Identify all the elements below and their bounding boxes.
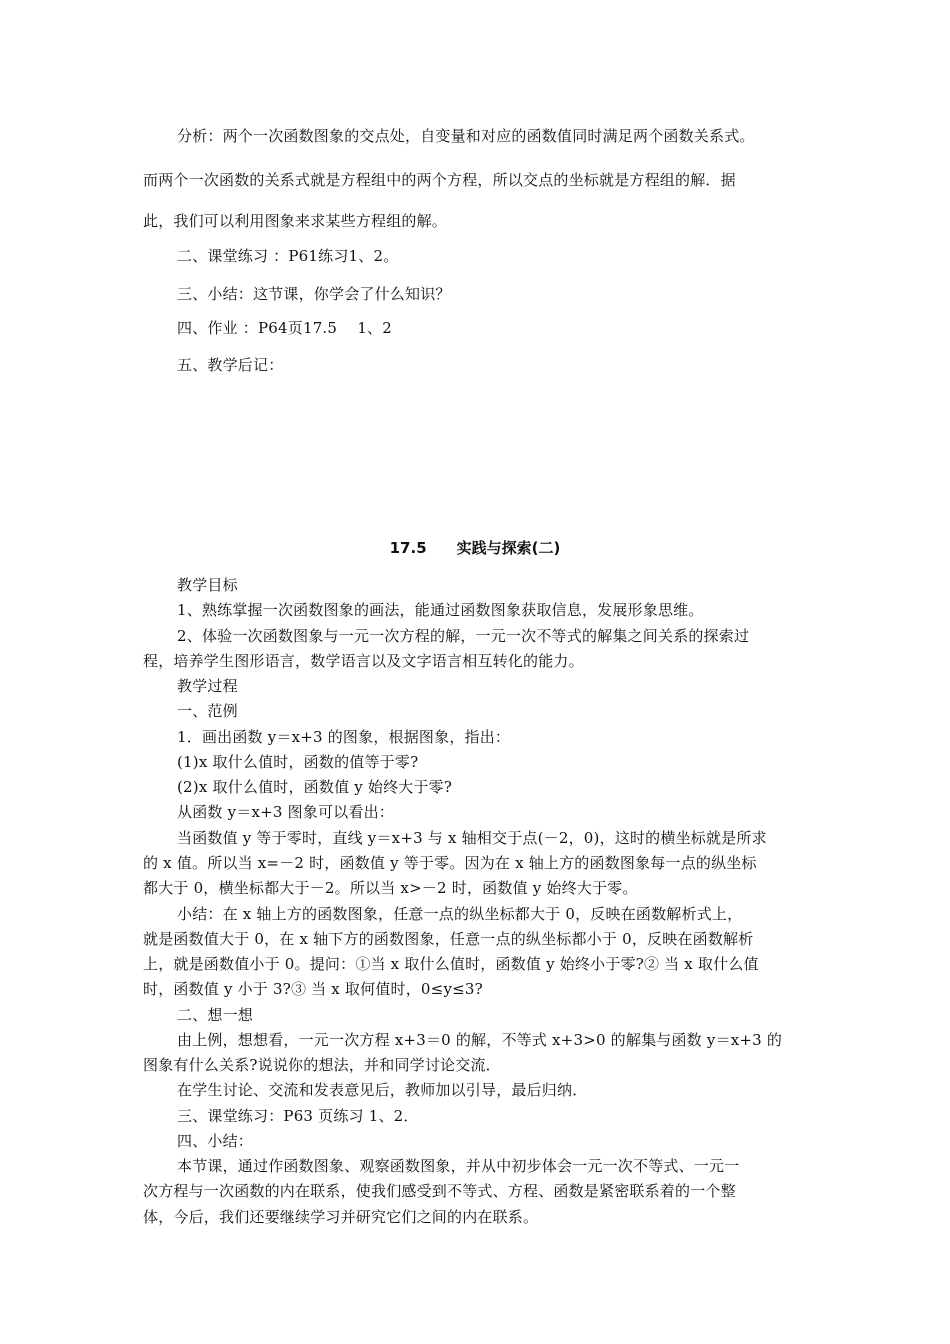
note-line-3: 上，就是函数值小于 0。提问：①当 x 取什么值时，函数值 y 始终小于零?② 当 x 取什么值 [143,955,759,973]
example-question-1: (1)x 取什么值时，函数的值等于零? [177,753,419,771]
answer-line-1: 当函数值 y 等于零时，直线 y＝x+3 与 x 轴相交于点(－2，0)，这时的横坐标就是所求 [177,829,767,847]
note-line-4: 时，函数值 y 小于 3?③ 当 x 取何值时，0≤y≤3? [143,980,483,998]
answer-line-3: 都大于 0，横坐标都大于－2。所以当 x>－2 时，函数值 y 始终大于零。 [143,879,638,897]
think-line-1: 由上例，想想看，一元一次方程 x+3＝0 的解，不等式 x+3>0 的解集与函数 y＝x+3 的 [177,1031,783,1049]
part1-heading: 一、范例 [177,702,238,720]
analysis-line-3: 此，我们可以利用图象来求某些方程组的解。 [143,212,448,230]
homework-line: 四、作业 ：P64页17.5 1、2 [177,319,393,337]
process-heading: 教学过程 [177,677,238,695]
goals-heading: 教学目标 [177,576,238,594]
goal-2-line-2: 程，培养学生图形语言，数学语言以及文字语言相互转化的能力。 [143,652,584,670]
goal-1: 1、熟练掌握一次函数图象的画法，能通过函数图象获取信息，发展形象思维。 [177,601,704,619]
example-1: 1．画出函数 y＝x+3 的图象，根据图象，指出： [177,728,511,746]
conclusion-line-2: 次方程与一次函数的内在联系，使我们感受到不等式、方程、函数是紧密联系着的一个整 [143,1182,736,1200]
postscript-line: 五、教学后记： [177,356,284,374]
think-line-3: 在学生讨论、交流和发表意见后，教师加以引导，最后归纳． [177,1081,588,1099]
goal-2-line-1: 2、体验一次函数图象与一元一次方程的解，一元一次不等式的解集之间关系的探索过 [177,627,750,645]
answer-line-2: 的 x 值。所以当 x=－2 时，函数值 y 等于零。因为在 x 轴上方的函数图象每一点的纵坐标 [143,854,757,872]
note-line-2: 就是函数值大于 0，在 x 轴下方的函数图象，任意一点的纵坐标都小于 0，反映在函数解析 [143,930,754,948]
example-question-2: (2)x 取什么值时，函数值 y 始终大于零? [177,778,453,796]
analysis-line-2: 而两个一次函数的关系式就是方程组中的两个方程，所以交点的坐标就是方程组的解．据 [143,171,736,189]
analysis-line-1: 分析：两个一次函数图象的交点处，自变量和对应的函数值同时满足两个函数关系式。 [177,127,755,145]
part4-heading: 四、小结： [177,1132,254,1150]
practice-line: 二、课堂练习 ：P61练习1、2。 [177,247,399,265]
part2-heading: 二、想一想 [177,1006,254,1024]
observe-line: 从函数 y＝x+3 图象可以看出： [177,803,394,821]
summary-line: 三、小结：这节课，你学会了什么知识？ [177,285,451,303]
think-line-2: 图象有什么关系?说说你的想法，并和同学讨论交流． [143,1056,501,1074]
conclusion-line-1: 本节课，通过作函数图象、观察函数图象，并从中初步体会一元一次不等式、一元一 [177,1157,740,1175]
conclusion-line-3: 体，今后，我们还要继续学习并研究它们之间的内在联系。 [143,1208,539,1226]
section-title: 17.5 实践与探索(二) [389,539,561,557]
part3-line: 三、课堂练习：P63 页练习 1、2． [177,1107,419,1125]
note-line-1: 小结：在 x 轴上方的函数图象，任意一点的纵坐标都大于 0，反映在函数解析式上， [177,905,743,923]
